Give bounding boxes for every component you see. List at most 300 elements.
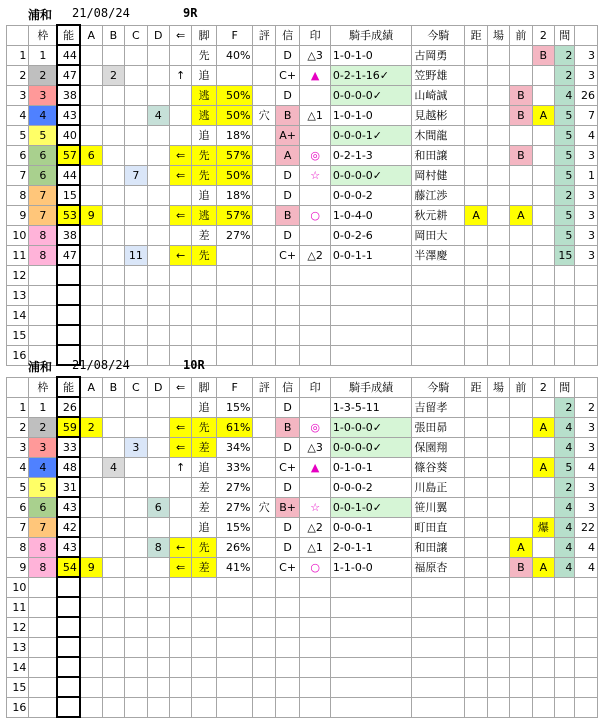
arrow-cell (169, 517, 191, 537)
ma1-cell (555, 265, 575, 285)
ni-cell (532, 65, 554, 85)
a-cell (80, 265, 102, 285)
ba-cell (487, 617, 509, 637)
kyaku-cell: 追 (192, 397, 216, 417)
col-header-ma1: 間 (555, 377, 575, 397)
hyo-cell (253, 477, 275, 497)
ma1-cell: 4 (555, 557, 575, 577)
arrow-cell (169, 597, 191, 617)
ba-cell (487, 145, 509, 165)
ma1-cell: 4 (555, 537, 575, 557)
mae-cell: B (510, 145, 532, 165)
a-cell: 9 (80, 557, 102, 577)
seiseki-cell: 1-0-1-0 (330, 105, 412, 125)
a-cell (80, 517, 102, 537)
f-cell: 18% (216, 185, 253, 205)
mae-cell (510, 637, 532, 657)
ma2-cell: 4 (575, 457, 598, 477)
shin-cell: D (275, 477, 299, 497)
b-cell (102, 85, 124, 105)
col-header-arrow: ⇐ (169, 377, 191, 397)
col-header-waku: 枠 (29, 25, 58, 45)
d-cell (147, 457, 169, 477)
ba-cell (487, 657, 509, 677)
d-cell (147, 697, 169, 717)
kyaku-cell: 先 (192, 145, 216, 165)
ma1-cell: 5 (555, 125, 575, 145)
kyaku-cell: 先 (192, 245, 216, 265)
shin-cell: D (275, 185, 299, 205)
c-cell (125, 457, 147, 477)
table-row (7, 305, 598, 325)
waku-cell: 7 (29, 517, 58, 537)
mae-cell (510, 125, 532, 145)
c-cell (125, 597, 147, 617)
shin-cell (275, 285, 299, 305)
f-cell (216, 617, 253, 637)
f-cell (216, 637, 253, 657)
row-number-cell: 8 (7, 537, 29, 557)
c-cell (125, 657, 147, 677)
ni-cell (532, 245, 554, 265)
mae-cell (510, 325, 532, 345)
shirushi-cell (300, 125, 331, 145)
ma1-cell: 4 (555, 85, 575, 105)
kyori-cell (465, 165, 487, 185)
hyo-cell (253, 125, 275, 145)
d-cell (147, 245, 169, 265)
kyaku-cell: 追 (192, 125, 216, 145)
b-cell (102, 325, 124, 345)
arrow-cell (169, 497, 191, 517)
kyaku-cell: 差 (192, 437, 216, 457)
hyo-cell (253, 85, 275, 105)
col-header-kyori: 距 (465, 377, 487, 397)
col-header-nou: 能 (57, 25, 79, 45)
b-cell (102, 45, 124, 65)
ba-cell (487, 305, 509, 325)
nou-cell (57, 325, 79, 345)
col-header-row-number (7, 377, 29, 397)
jockey-cell (412, 577, 465, 597)
d-cell (147, 597, 169, 617)
row-number-cell: 14 (7, 657, 29, 677)
ni-cell (532, 145, 554, 165)
nou-cell: 54 (57, 557, 79, 577)
a-cell (80, 245, 102, 265)
a-cell (80, 185, 102, 205)
seiseki-cell (330, 265, 412, 285)
ba-cell (487, 285, 509, 305)
shin-cell (275, 677, 299, 697)
col-header-waku: 枠 (29, 377, 58, 397)
b-cell (102, 165, 124, 185)
kyori-cell (465, 577, 487, 597)
ni-cell (532, 617, 554, 637)
nou-cell: 42 (57, 517, 79, 537)
b-cell (102, 637, 124, 657)
ni-cell: A (532, 457, 554, 477)
row-number-cell: 4 (7, 105, 29, 125)
ba-cell (487, 577, 509, 597)
jockey-cell (412, 325, 465, 345)
row-number-cell: 10 (7, 225, 29, 245)
f-cell: 41% (216, 557, 253, 577)
f-cell: 15% (216, 517, 253, 537)
f-cell: 15% (216, 397, 253, 417)
seiseki-cell: 0-0-0-2 (330, 477, 412, 497)
a-cell: 6 (80, 145, 102, 165)
table-row (7, 65, 598, 85)
jockey-cell: 岡田大 (412, 225, 465, 245)
kyaku-cell: 先 (192, 537, 216, 557)
b-cell (102, 437, 124, 457)
f-cell (216, 245, 253, 265)
c-cell (125, 45, 147, 65)
f-cell (216, 65, 253, 85)
mae-cell (510, 597, 532, 617)
b-cell (102, 477, 124, 497)
mae-cell (510, 697, 532, 717)
b-cell (102, 285, 124, 305)
ma2-cell: 3 (575, 225, 598, 245)
jockey-cell (412, 265, 465, 285)
waku-cell: 8 (29, 557, 58, 577)
shirushi-cell: ▲ (300, 457, 331, 477)
ni-cell (532, 397, 554, 417)
table-row (7, 577, 598, 597)
shirushi-cell (300, 697, 331, 717)
c-cell (125, 697, 147, 717)
d-cell (147, 325, 169, 345)
a-cell (80, 477, 102, 497)
hyo-cell (253, 285, 275, 305)
seiseki-cell (330, 285, 412, 305)
kyaku-cell (192, 677, 216, 697)
nou-cell (57, 617, 79, 637)
b-cell (102, 185, 124, 205)
jockey-cell: 木間龍 (412, 125, 465, 145)
kyaku-cell (192, 577, 216, 597)
table-row (7, 125, 598, 145)
row-number-cell: 14 (7, 305, 29, 325)
shin-cell: C+ (275, 457, 299, 477)
kyori-cell (465, 677, 487, 697)
row-number-cell: 15 (7, 677, 29, 697)
jockey-cell: 藤江渉 (412, 185, 465, 205)
jockey-cell: 笠野雄 (412, 65, 465, 85)
f-cell (216, 577, 253, 597)
hyo-cell (253, 45, 275, 65)
d-cell (147, 165, 169, 185)
ni-cell (532, 225, 554, 245)
arrow-cell: ⇐ (169, 557, 191, 577)
col-header-f: F (216, 25, 253, 45)
seiseki-cell: 1-0-0-0✓ (330, 417, 412, 437)
row-number-cell: 11 (7, 597, 29, 617)
nou-cell: 38 (57, 85, 79, 105)
f-cell: 27% (216, 477, 253, 497)
ma2-cell: 3 (575, 437, 598, 457)
ba-cell (487, 457, 509, 477)
hyo-cell (253, 657, 275, 677)
seiseki-cell: 2-0-1-1 (330, 537, 412, 557)
race-table-10r (6, 376, 598, 718)
ni-cell (532, 477, 554, 497)
shin-cell: B+ (275, 497, 299, 517)
ni-cell (532, 165, 554, 185)
ma1-cell: 5 (555, 205, 575, 225)
arrow-cell (169, 225, 191, 245)
header-row (7, 377, 598, 397)
seiseki-cell: 0-0-0-1 (330, 517, 412, 537)
ma1-cell (555, 617, 575, 637)
shin-cell (275, 637, 299, 657)
jockey-cell: 町田直 (412, 517, 465, 537)
ni-cell: 爆 (532, 517, 554, 537)
race-title-9r (0, 4, 600, 24)
jockey-cell (412, 677, 465, 697)
hyo-cell: 穴 (253, 497, 275, 517)
arrow-cell (169, 45, 191, 65)
col-header-jockey: 今騎 (412, 25, 465, 45)
a-cell (80, 537, 102, 557)
col-header-jockey: 今騎 (412, 377, 465, 397)
a-cell (80, 285, 102, 305)
hyo-cell (253, 697, 275, 717)
col-header-kyaku: 脚 (192, 377, 216, 397)
waku-cell: 5 (29, 125, 58, 145)
mae-cell: B (510, 85, 532, 105)
shirushi-cell: △3 (300, 437, 331, 457)
shin-cell (275, 697, 299, 717)
ma2-cell (575, 657, 598, 677)
nou-cell: 47 (57, 245, 79, 265)
ni-cell (532, 265, 554, 285)
shirushi-cell: ○ (300, 557, 331, 577)
mae-cell (510, 577, 532, 597)
kyori-cell (465, 45, 487, 65)
waku-cell (29, 305, 58, 325)
table-row (7, 85, 598, 105)
waku-cell: 7 (29, 205, 58, 225)
nou-cell: 59 (57, 417, 79, 437)
mae-cell (510, 45, 532, 65)
b-cell (102, 497, 124, 517)
kyori-cell (465, 557, 487, 577)
seiseki-cell: 1-3-5-11 (330, 397, 412, 417)
kyaku-cell: 差 (192, 225, 216, 245)
d-cell (147, 577, 169, 597)
d-cell (147, 477, 169, 497)
d-cell (147, 437, 169, 457)
row-number-cell: 13 (7, 637, 29, 657)
kyaku-cell: 追 (192, 185, 216, 205)
ni-cell (532, 577, 554, 597)
kyaku-cell: 逃 (192, 105, 216, 125)
waku-cell: 4 (29, 457, 58, 477)
mae-cell (510, 457, 532, 477)
race-number: 9R (183, 6, 198, 20)
a-cell (80, 397, 102, 417)
f-cell (216, 285, 253, 305)
row-number-cell: 6 (7, 497, 29, 517)
shin-cell (275, 325, 299, 345)
kyaku-cell: 先 (192, 417, 216, 437)
shirushi-cell (300, 285, 331, 305)
ma2-cell (575, 265, 598, 285)
c-cell (125, 225, 147, 245)
seiseki-cell (330, 617, 412, 637)
b-cell (102, 397, 124, 417)
a-cell (80, 165, 102, 185)
d-cell (147, 285, 169, 305)
ma2-cell: 22 (575, 517, 598, 537)
jockey-cell: 山崎誠 (412, 85, 465, 105)
kyaku-cell (192, 597, 216, 617)
ma2-cell: 3 (575, 497, 598, 517)
waku-cell (29, 597, 58, 617)
seiseki-cell: 1-0-4-0 (330, 205, 412, 225)
kyori-cell (465, 437, 487, 457)
table-row (7, 285, 598, 305)
race-title-10r (0, 356, 600, 376)
ma2-cell (575, 305, 598, 325)
table-row (7, 417, 598, 437)
header-row (7, 25, 598, 45)
nou-cell (57, 657, 79, 677)
ma1-cell: 2 (555, 477, 575, 497)
b-cell (102, 305, 124, 325)
kyaku-cell (192, 325, 216, 345)
kyaku-cell: 差 (192, 557, 216, 577)
hyo-cell (253, 577, 275, 597)
kyori-cell (465, 697, 487, 717)
shirushi-cell: ◎ (300, 417, 331, 437)
d-cell (147, 205, 169, 225)
col-header-shirushi: 印 (300, 25, 331, 45)
ma2-cell (575, 617, 598, 637)
f-cell: 33% (216, 457, 253, 477)
mae-cell (510, 245, 532, 265)
ma1-cell: 15 (555, 245, 575, 265)
kyaku-cell (192, 637, 216, 657)
shirushi-cell: △1 (300, 537, 331, 557)
jockey-cell (412, 617, 465, 637)
kyori-cell (465, 617, 487, 637)
d-cell (147, 65, 169, 85)
nou-cell (57, 577, 79, 597)
seiseki-cell: 0-0-0-1✓ (330, 125, 412, 145)
c-cell (125, 617, 147, 637)
ma2-cell (575, 597, 598, 617)
d-cell: 6 (147, 497, 169, 517)
a-cell (80, 457, 102, 477)
jockey-cell: 吉留孝 (412, 397, 465, 417)
d-cell (147, 617, 169, 637)
col-header-ma1: 間 (555, 25, 575, 45)
table-row (7, 437, 598, 457)
a-cell (80, 677, 102, 697)
row-number-cell: 12 (7, 617, 29, 637)
ni-cell (532, 85, 554, 105)
b-cell (102, 537, 124, 557)
shirushi-cell (300, 305, 331, 325)
hyo-cell (253, 65, 275, 85)
f-cell: 34% (216, 437, 253, 457)
ma2-cell (575, 325, 598, 345)
nou-cell: 38 (57, 225, 79, 245)
nou-cell (57, 697, 79, 717)
c-cell (125, 85, 147, 105)
seiseki-cell: 0-0-2-6 (330, 225, 412, 245)
waku-cell: 4 (29, 105, 58, 125)
kyaku-cell: 逃 (192, 85, 216, 105)
d-cell (147, 185, 169, 205)
waku-cell (29, 325, 58, 345)
jockey-cell (412, 637, 465, 657)
arrow-cell: ⇐ (169, 165, 191, 185)
ni-cell: A (532, 417, 554, 437)
hyo-cell (253, 617, 275, 637)
jockey-cell: 福原杏 (412, 557, 465, 577)
waku-cell (29, 617, 58, 637)
ni-cell (532, 637, 554, 657)
ma2-cell: 2 (575, 397, 598, 417)
ma1-cell (555, 657, 575, 677)
date-label: 21/08/24 (72, 358, 130, 372)
b-cell (102, 557, 124, 577)
row-number-cell: 3 (7, 85, 29, 105)
c-cell (125, 265, 147, 285)
d-cell (147, 125, 169, 145)
shin-cell: B (275, 105, 299, 125)
row-number-cell: 5 (7, 125, 29, 145)
f-cell (216, 697, 253, 717)
shin-cell (275, 657, 299, 677)
d-cell (147, 265, 169, 285)
mae-cell (510, 185, 532, 205)
col-header-nou: 能 (57, 377, 79, 397)
ba-cell (487, 637, 509, 657)
ma1-cell: 2 (555, 397, 575, 417)
ba-cell (487, 45, 509, 65)
arrow-cell (169, 397, 191, 417)
hyo-cell (253, 225, 275, 245)
arrow-cell (169, 637, 191, 657)
a-cell (80, 45, 102, 65)
ma1-cell: 5 (555, 145, 575, 165)
ba-cell (487, 417, 509, 437)
b-cell (102, 417, 124, 437)
nou-cell (57, 265, 79, 285)
a-cell (80, 617, 102, 637)
ba-cell (487, 65, 509, 85)
d-cell (147, 145, 169, 165)
col-header-mae: 前 (510, 377, 532, 397)
f-cell (216, 305, 253, 325)
row-number-cell: 2 (7, 417, 29, 437)
ba-cell (487, 477, 509, 497)
shin-cell (275, 305, 299, 325)
mae-cell (510, 657, 532, 677)
col-header-a: A (80, 377, 102, 397)
ma2-cell: 3 (575, 145, 598, 165)
arrow-cell: ⇐ (169, 145, 191, 165)
seiseki-cell: 0-0-0-0✓ (330, 165, 412, 185)
nou-cell (57, 637, 79, 657)
waku-cell: 6 (29, 145, 58, 165)
